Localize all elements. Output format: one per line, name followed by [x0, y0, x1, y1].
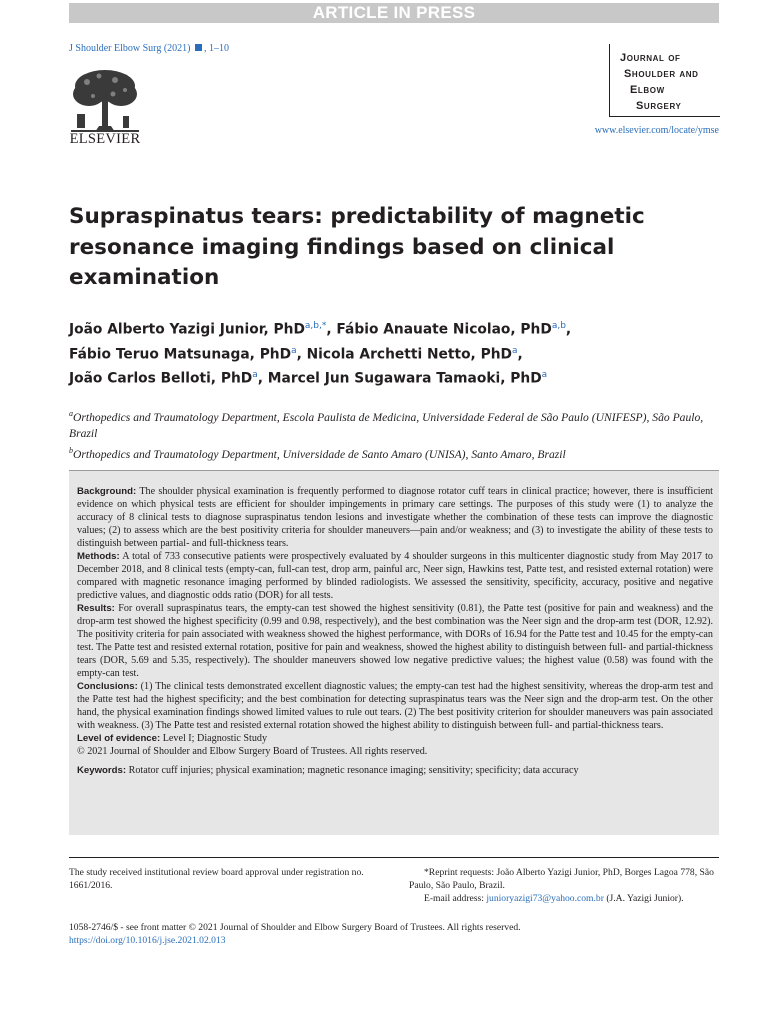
author-affiliation-marker[interactable]: a,b,*: [304, 321, 327, 331]
abstract-text: The shoulder physical examination is frequently performed to diagnose rotator cuff tears in clinical practice; however, there is insufficient evidence on which physical tests are efficient for shoulder impingements in primary care settings. The purposes of this study were (1) to analyze the accuracy of 8 clinical tests to diagnose supraspinatus tendon lesions and investigate whether the combination of these tests can improve the diagnostic values; (2) to assess which are the best positivity criteria for shoulder maneuvers—pain and/or weakness; and (3) to investigate the ability of these tests to distinguish between partial- and full-thickness tears.: [77, 486, 713, 549]
affiliation-marker: a: [69, 409, 73, 418]
abstract-background: [77, 485, 713, 550]
affiliations: [69, 406, 719, 463]
abstract-label: Keywords:: [77, 765, 127, 776]
doi-link[interactable]: https://doi.org/10.1016/j.jse.2021.02.013: [69, 935, 226, 946]
reprint-footnote: [409, 866, 719, 905]
abstract-level-of-evidence: [77, 732, 713, 745]
irb-footnote: The study received institutional review board approval under registration no. 1661/2016.: [69, 867, 364, 891]
author-separator: ,: [517, 346, 523, 363]
elsevier-tree-logo: [69, 66, 141, 136]
article-in-press-banner: ARTICLE IN PRESS: [69, 3, 719, 23]
author-name: Fábio Anauate Nicolao, PhD: [336, 321, 552, 338]
journal-logo-line-3: Elbow: [630, 84, 665, 96]
author-list: [69, 316, 709, 390]
article-title: Supraspinatus tears: predictability of magnetic resonance imaging findings based on clinical examination: [69, 204, 645, 290]
author-separator: ,: [296, 346, 307, 363]
journal-url-link[interactable]: www.elsevier.com/locate/ymse: [594, 125, 719, 136]
abstract-methods: [77, 550, 713, 602]
author-name: João Carlos Belloti, PhD: [69, 370, 253, 387]
abstract-text: For overall supraspinatus tears, the empty-can test showed the highest sensitivity (0.81), the Patte test (positive for pain and weakness) and the drop-arm test showed the highest specificity (0.99 and 0.98, respectively), and the best combination was the Neer sign and the drop-arm test (DOR, 12.92). The positivity criteria for pain associated with weakness showed the highest performance, with DORs of 16.94 for the Patte test and 10.45 for the empty-can test. The Patte test and resisted external rotation, positive for pain and weakness, showed the highest ability to distinguish between full- and partial-thickness tears (DOR, 5.69 and 5.35, respectively). The shoulder maneuvers showed low negative predictive values; the highest value (0.58) was found with the empty-can test.: [77, 603, 713, 679]
author-name: Nicola Archetti Netto, PhD: [306, 346, 512, 363]
front-matter: [69, 921, 719, 947]
footnote-divider: [69, 857, 719, 858]
issue-placeholder-square: [195, 44, 202, 51]
abstract-label: Methods:: [77, 551, 120, 562]
affiliation-marker: b: [69, 445, 73, 455]
author-name: Fábio Teruo Matsunaga, PhD: [69, 346, 292, 363]
email-line: [409, 892, 719, 905]
journal-logo: [609, 44, 720, 117]
abstract-label: Level of evidence:: [77, 733, 161, 744]
abstract-conclusions: [77, 680, 713, 732]
affiliation-item: [69, 406, 719, 443]
author-separator: ,: [565, 321, 572, 338]
abstract-text: Rotator cuff injuries; physical examination; magnetic resonance imaging; sensitivity; specificity; data accuracy: [128, 765, 579, 776]
email-owner: (J.A. Yazigi Junior).: [606, 893, 684, 904]
author-affiliation-marker[interactable]: a,b: [551, 321, 566, 331]
email-label: E-mail address:: [424, 893, 484, 904]
journal-logo-line-4: Surgery: [636, 100, 682, 112]
email-link[interactable]: junioryazigi73@yahoo.com.br: [486, 893, 604, 904]
author-affiliation-marker[interactable]: a: [252, 370, 258, 381]
author-separator: ,: [326, 321, 337, 338]
abstract-label: Results:: [77, 603, 115, 614]
abstract-label: Conclusions:: [77, 681, 138, 692]
publisher-name: ELSEVIER: [69, 131, 141, 147]
author-affiliation-marker[interactable]: a: [541, 370, 548, 381]
abstract-box: [69, 470, 719, 835]
author-name: Marcel Jun Sugawara Tamaoki, PhD: [267, 370, 542, 387]
abstract-results: [77, 602, 713, 680]
affiliation-item: [69, 443, 719, 463]
reprint-text: *Reprint requests: João Alberto Yazigi Junior, PhD, Borges Lagoa 778, São Paulo, São Paulo, Brazil.: [409, 867, 714, 891]
author-affiliation-marker[interactable]: a: [511, 345, 518, 356]
citation-pages: , 1–10: [203, 43, 229, 54]
abstract-label: Background:: [77, 486, 137, 497]
citation-journal: J Shoulder Elbow Surg (2021): [69, 43, 191, 54]
affiliation-text: Orthopedics and Traumatology Department, Escola Paulista de Medicina, Universidade Federal de São Paulo (UNIFESP), São Paulo, Brazil: [69, 410, 704, 441]
journal-citation[interactable]: [69, 43, 229, 54]
front-matter-text: 1058-2746/$ - see front matter © 2021 Journal of Shoulder and Elbow Surgery Board of Trustees. All rights reserved.: [69, 922, 521, 933]
author-name: João Alberto Yazigi Junior, PhD: [69, 321, 305, 338]
journal-logo-line-1: Journal of: [620, 52, 681, 64]
abstract-text: Level I; Diagnostic Study: [162, 733, 268, 744]
author-affiliation-marker[interactable]: a: [291, 345, 297, 356]
abstract-copyright: © 2021 Journal of Shoulder and Elbow Surgery Board of Trustees. All rights reserved.: [77, 746, 428, 757]
abstract-keywords: [77, 764, 713, 777]
abstract-text: (1) The clinical tests demonstrated excellent diagnostic values; the empty-can test had the highest sensitivity, whereas the drop-arm test and the Patte test had the highest specificity; and the best combination for detecting supraspinatus tears was the Neer sign and the drop-arm test. On the other hand, the physical examination findings showed limited values to rule out tears. (2) The best positivity criterion for shoulder maneuvers was pain associated with weakness. (3) The Patte test and resisted external rotation showed the highest ability to distinguish between full- and partial-thickness tears.: [77, 681, 714, 731]
journal-logo-line-2: Shoulder and: [624, 68, 699, 80]
author-separator: ,: [257, 370, 268, 387]
abstract-text: A total of 733 consecutive patients were prospectively evaluated by 4 shoulder surgeons in this multicenter diagnostic study from May 2017 to December 2018, and 8 clinical tests (empty-can, full-can test, drop arm, painful arc, Neer sign, Hawkins test, Patte test, and resisted external rotation) were compared with magnetic resonance imaging performed by blinded radiologists. We assessed the sensitivity, specificity, accuracy, positive and negative predictive values, and diagnostic odds ratio (DOR) for all tests.: [77, 551, 713, 601]
affiliation-text: Orthopedics and Traumatology Department, Universidade de Santo Amaro (UNISA), Santo Amaro, Brazil: [73, 447, 566, 461]
